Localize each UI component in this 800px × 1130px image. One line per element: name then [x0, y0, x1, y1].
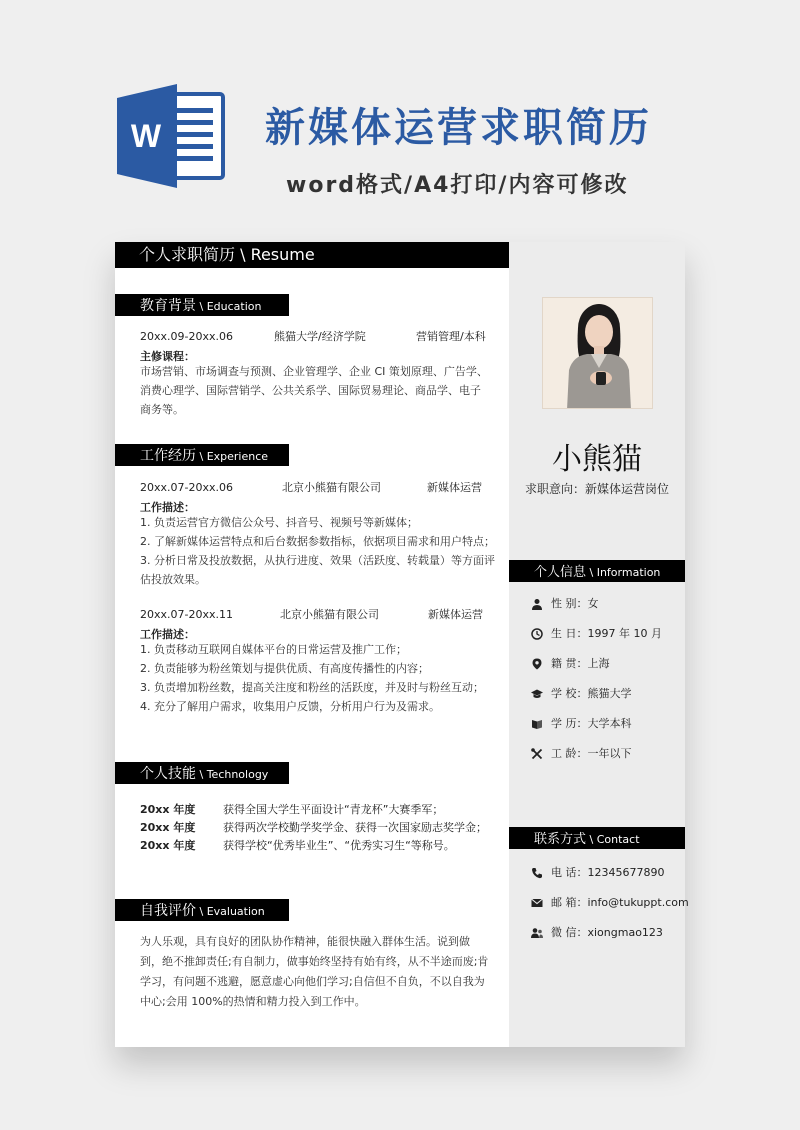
list-item: 2. 了解新媒体运营特点和后台数据参数指标，依据项目需求和用户特点；: [140, 535, 495, 548]
list-item: 1. 负责移动互联网自媒体平台的日常运营及推广工作；: [140, 643, 407, 656]
evaluation-text: 为人乐观，具有良好的团队协作精神，能很快融入群体生活。说到做到，绝不推卸责任;有自制力，做事始终坚持有始有终，从不半途而废;肯学习，有问题不逃避，愿意虚心向他们学习;自信但不自负，不以自我为中心;会用 100%的热情和精力投入到工作中。: [140, 935, 489, 1008]
profile-name: 小熊猫: [552, 442, 642, 477]
skill-year: 20xx 年度: [140, 803, 196, 816]
section-contact-header: [509, 827, 685, 849]
section-title: 教育背景: [140, 298, 196, 314]
word-icon-letter: W: [130, 118, 162, 154]
resume-header: 个人求职简历 \ Resume: [115, 242, 509, 268]
section-title-en: \ Contact: [586, 833, 640, 846]
section-title: 联系方式: [534, 832, 587, 847]
education-major: 营销管理/本科: [416, 330, 486, 343]
banner-title: 新媒体运营求职简历: [265, 105, 652, 151]
skill-desc: 获得学校“优秀毕业生”、“优秀实习生“等称号。: [223, 839, 455, 852]
job-period: 20xx.07-20xx.11: [140, 608, 233, 621]
location-icon: [531, 658, 543, 670]
graduation-cap-icon: [531, 688, 543, 700]
section-title-en: \ Technology: [196, 768, 269, 781]
section-evaluation-header: [115, 899, 289, 921]
contact-phone: [531, 866, 664, 880]
section-title: 个人信息: [534, 565, 587, 580]
skill-desc: 获得全国大学生平面设计“青龙杯”大赛季军；: [223, 803, 444, 816]
word-icon: [117, 84, 225, 188]
section-skills-header: [115, 762, 289, 784]
education-period: 20xx.09-20xx.06: [140, 330, 233, 343]
section-title-en: \ Education: [196, 300, 262, 313]
courses-text: 市场营销、市场调查与预测、企业管理学、企业 CI 策划原理、广告学、消费心理学、国际营销学、公共关系学、国际贸易理论、商品学、电子商务等。: [140, 365, 488, 416]
info-gender: [531, 597, 599, 611]
job-desc-label: 工作描述：: [140, 628, 195, 641]
courses-label: 主修课程：: [140, 350, 195, 363]
mail-icon: [531, 897, 543, 909]
section-personal-header: [509, 560, 685, 582]
section-title-en: \ Information: [586, 566, 661, 579]
job-company: 北京小熊猫有限公司: [280, 608, 379, 621]
list-item: 2. 负责能够为粉丝策划与提供优质、有高度传播性的内容；: [140, 662, 429, 675]
education-school: 熊猫大学/经济学院: [274, 330, 366, 343]
info-text: 性 别：女: [551, 597, 599, 610]
info-text: 电 话：12345677890: [551, 866, 665, 879]
job-period: 20xx.07-20xx.06: [140, 481, 233, 494]
job-desc-list: [140, 640, 495, 716]
info-text: 工 龄：一年以下: [551, 747, 632, 760]
skill-year: 20xx 年度: [140, 821, 196, 834]
info-hometown: [531, 657, 610, 671]
info-degree: [531, 717, 632, 731]
phone-icon: [531, 867, 543, 879]
job-company: 北京小熊猫有限公司: [282, 481, 381, 494]
job-desc-label: 工作描述：: [140, 501, 195, 514]
info-text: 邮 箱：info@tukuppt.com: [551, 896, 689, 909]
book-icon: [531, 718, 543, 730]
resume-page: [115, 242, 689, 1047]
job-desc-list: [140, 513, 495, 589]
section-title: 工作经历: [140, 448, 196, 464]
job-intent: 求职意向：新媒体运营岗位: [524, 482, 669, 496]
info-text: 生 日：1997 年 10 月: [551, 627, 662, 640]
contact-email: [531, 896, 689, 910]
list-item: 3. 负责增加粉丝数，提高关注度和粉丝的活跃度，并及时与粉丝互动；: [140, 681, 484, 694]
section-title-en: \ Experience: [196, 450, 269, 463]
info-text: 学 校：熊猫大学: [551, 687, 632, 700]
info-text: 学 历：大学本科: [551, 717, 632, 730]
list-item: 1. 负责运营官方微信公众号、抖音号、视频号等新媒体；: [140, 516, 418, 529]
list-item: 4. 充分了解用户需求，收集用户反馈，分析用户行为及需求。: [140, 700, 440, 713]
job-role: 新媒体运营: [427, 481, 482, 494]
profile-photo: [542, 297, 653, 409]
list-item: 3. 分析日常及投放数据，从执行进度、效果（活跃度、转载量）等方面评估投放效果。: [140, 554, 495, 586]
info-school: [531, 687, 632, 701]
clock-icon: [531, 628, 543, 640]
job-role: 新媒体运营: [428, 608, 483, 621]
person-icon: [531, 598, 543, 610]
section-title: 个人技能: [140, 766, 196, 782]
section-title-en: \ Evaluation: [196, 905, 265, 918]
section-experience-header: [115, 444, 289, 466]
info-text: 籍 贯：上海: [551, 657, 610, 670]
section-education-header: [115, 294, 289, 316]
skill-desc: 获得两次学校勤学奖学金、获得一次国家励志奖学金；: [223, 821, 487, 834]
info-text: 微 信：xiongmao123: [551, 926, 663, 939]
tools-icon: [531, 748, 543, 760]
wechat-icon: [531, 927, 543, 939]
info-work-years: [531, 747, 632, 761]
info-birthday: [531, 627, 662, 641]
skill-year: 20xx 年度: [140, 839, 196, 852]
banner-subtitle: word格式/A4打印/内容可修改: [286, 173, 629, 198]
contact-wechat: [531, 926, 663, 940]
section-title: 自我评价: [140, 903, 196, 919]
